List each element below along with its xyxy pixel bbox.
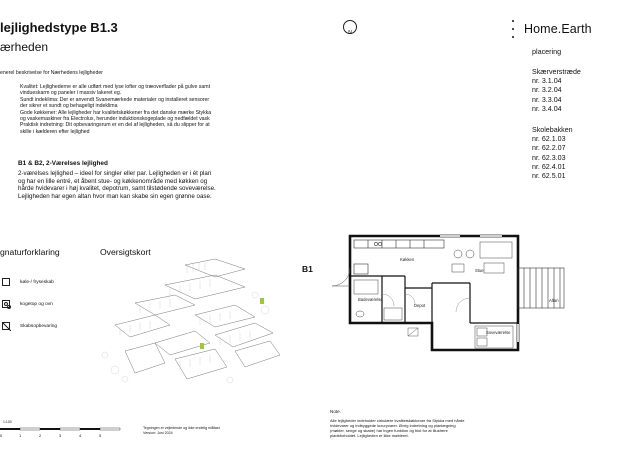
legend: [0, 274, 80, 344]
type-line: Lejligheden har egen altan hvor man kan skabe sin egen grønne oase.: [18, 192, 212, 200]
type-line: 2-værelses lejlighed – ideel for singler eller par. Lejligheden er i ét plan: [18, 170, 212, 177]
scale-ticks: [0, 433, 130, 441]
legend-label: Skabsopbevaring: [20, 324, 58, 329]
scale-tick: 4: [79, 433, 82, 438]
overview-map: [95, 255, 295, 395]
apartment-type-heading: B1 & B2, 2-Værelses lejlighed: [18, 160, 108, 167]
fridge-icon: [2, 278, 10, 286]
feature-line: Kvalitet: Lejlighederne er alle udført med lyse lofter og træoverflader på gulve samt: [20, 84, 211, 90]
note-title: Note.: [330, 409, 341, 414]
disclaimer-line: Tegningen er vejledende og ikke endelig målfast: [143, 426, 220, 430]
feature-line: der sikrer et sundt og behageligt indeklima: [20, 103, 118, 110]
room-kitchen: Køkken: [400, 257, 415, 262]
feature-list: [20, 84, 260, 135]
feature-line: skille i kælderen efter lejlighed: [20, 128, 90, 135]
room-living: Stue: [475, 268, 484, 273]
street-name: Skolebakken: [532, 126, 573, 134]
note-line: pladsforholdet. Lejligheden er ikke møbleret.: [330, 432, 409, 438]
room-bath: Badeværelse: [358, 297, 383, 302]
unit-number: nr. 3.2.04: [532, 86, 562, 95]
floor-plan: [320, 228, 570, 358]
type-line: og har en lille entré, et åbent stue- og køkkenområde med køkken og: [18, 177, 208, 185]
cabinet-storage-icon: [2, 322, 10, 330]
placement-label: placering: [532, 47, 562, 56]
location-list-2: [532, 126, 573, 181]
legend-label: kogetop og ovn: [20, 302, 53, 307]
note-line: (møbler, senge og skabe) har ingen funktion og blot for at illustrere: [330, 427, 448, 433]
scale-unit: 1:100: [3, 420, 12, 424]
unit-number: nr. 62.5.01: [532, 172, 566, 181]
feature-line: Gode køkkener: Alle lejligheder har kvalitetskøkkener fra det danske mærke Stykka: [20, 109, 212, 116]
scale-tick: 0: [0, 433, 3, 438]
legend-title: gnaturforklaring: [0, 247, 60, 257]
street-name: Skærverstræde: [532, 68, 581, 76]
location-list-1: [532, 68, 581, 114]
unit-number: nr. 62.1.03: [532, 135, 566, 144]
feature-line: Sundt indeklima: Der er anvendt Svanemærkede materialer og installeret sensorer: [20, 96, 210, 103]
compass: [343, 20, 357, 34]
scale-tick: 5: [99, 433, 102, 438]
room-balcony: Altan: [549, 298, 559, 303]
legend-label: køle-/ fryseskab: [20, 280, 54, 285]
page-subtitle: ærheden: [0, 40, 49, 54]
drawing-disclaimer: [143, 426, 220, 435]
scale-tick: 3: [59, 433, 62, 438]
overview-title: Oversigtskort: [100, 247, 151, 257]
unit-number: nr. 3.4.04: [532, 104, 562, 113]
brand-name: Home.Earth: [524, 22, 592, 36]
unit-number: nr. 62.3.03: [532, 153, 566, 162]
unit-number: nr. 3.1.04: [532, 77, 562, 86]
stove-icon: [2, 300, 10, 308]
note-text: [330, 419, 465, 439]
feature-line: vindueskarm og paneler i massiv lakeret eg.: [20, 90, 122, 97]
feature-line: Praktisk indretning: Dit opbevaringsrum er en del af lejligheden, så du slipper for at: [20, 122, 210, 129]
unit-number: nr. 62.4.01: [532, 162, 566, 171]
room-depot: Depot: [414, 303, 426, 308]
description-intro: enerel beskrivelse for Nærhedens lejligheder: [0, 70, 103, 76]
note-line: hvidevarer og indbyggede luxuryvarer. Øvrig indretning og planlægning: [330, 422, 456, 428]
disclaimer-line: Version: Juni 2024: [143, 430, 173, 435]
feature-line: og vaskemaskiner fra Electrolux, herunder induktionskogeplade og nedfældet vask: [20, 116, 210, 123]
room-bedroom: Soveværelse: [486, 330, 511, 335]
apartment-type-text: [18, 170, 216, 200]
unit-number: nr. 62.2.07: [532, 144, 566, 153]
page-title: lejlighedstype B1.3: [0, 20, 118, 35]
unit-number: nr. 3.3.04: [532, 95, 562, 104]
scale-tick: 2: [39, 433, 42, 438]
compass-north-label: N: [348, 30, 352, 36]
unit-label: B1: [302, 264, 313, 274]
scale-tick: 1: [19, 433, 22, 438]
type-line: hårde hvidevarer i høj kvalitet, depotrum, samt tilstødende soveværelse.: [18, 185, 216, 193]
brand-logo-icon: [512, 20, 524, 42]
note-line: Alle lejligheder indeholder cirkulære kvalitetskøkkener fra Stykka med hårde: [330, 418, 465, 423]
